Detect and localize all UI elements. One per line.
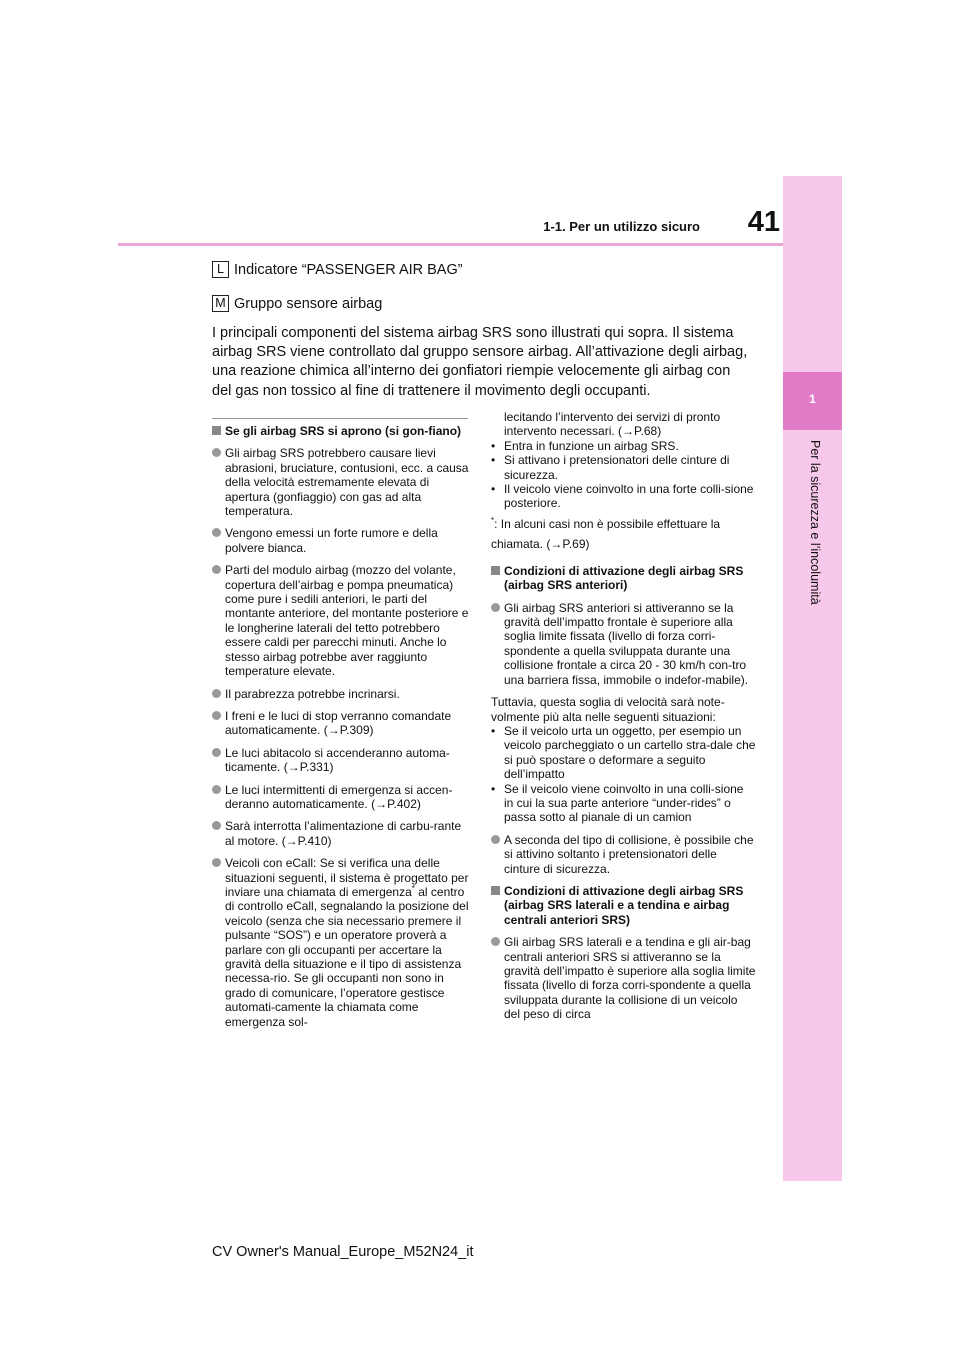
square-bullet-icon bbox=[491, 884, 504, 927]
circle-bullet-icon bbox=[491, 833, 504, 876]
circle-bullet-icon bbox=[491, 601, 504, 687]
list-item: Gli airbag SRS potrebbero causare lievi abrasioni, bruciature, contusioni, ecc. a causa della velocità estremamente elevata di apertura (gonfiaggio) con gas ad alta temperatura. bbox=[212, 446, 470, 518]
list-item: • Entra in funzione un airbag SRS. bbox=[491, 438, 679, 453]
circle-bullet-icon bbox=[212, 709, 225, 738]
list-item: A seconda del tipo di collisione, è possibile che si attivino soltanto i pretensionatori delle cinture di sicurezza. bbox=[491, 833, 756, 876]
legend-text: Gruppo sensore airbag bbox=[234, 295, 383, 312]
list-item: Gli airbag SRS laterali e a tendina e gli air-bag centrali anteriori SRS si attiveranno se la gravità dell’impatto è superiore alla soglia limite fissata (livello di forza corri-spondente a quella sviluppata durante la collisione di un veicolo del peso di circa bbox=[491, 935, 756, 1021]
right-column bbox=[491, 410, 756, 1030]
list-item: I freni e le luci di stop verranno comandate automaticamente. (→P.309) bbox=[212, 709, 470, 738]
list-item: • Se il veicolo urta un oggetto, per esempio un veicolo parcheggiato o un cartello stra-dale che si può spostare o deformare a seguito dell’impatto bbox=[491, 723, 756, 782]
list-item: Gli airbag SRS anteriori si attiveranno se la gravità dell’impatto frontale è superiore alla soglia limite fissata (livello di forza corri-spondente a quella sviluppata durante una collisione frontale a circa 20 - 30 km/h con-tro una barriera fissa, immobile o indefor-mabile). bbox=[491, 601, 756, 687]
list-item: • Se il veicolo viene coinvolto in una colli-sione in cui la sua parte anteriore “under-rides” o passa sotto al pianale di un camion bbox=[491, 781, 744, 825]
circle-bullet-icon bbox=[212, 446, 225, 518]
circle-bullet-icon bbox=[212, 526, 225, 555]
circle-bullet-icon bbox=[212, 563, 225, 678]
circle-bullet-icon bbox=[491, 935, 504, 1021]
intro-paragraph: I principali componenti del sistema airbag SRS sono illustrati qui sopra. Il sistema airbag SRS viene controllato dal gruppo sensore airbag. All’attivazione degli airbag, una reazione chimica all’interno dei gonfiatori riempie velocemente gli airbag con del gas non tossico al fine di trattenere il movimento degli occupanti. bbox=[212, 325, 748, 399]
chapter-side-tab bbox=[783, 176, 842, 1181]
list-item: • Si attivano i pretensionatori delle cinture di sicurezza. bbox=[491, 453, 730, 482]
column-divider-rule bbox=[212, 418, 468, 419]
list-item: Sarà interrotta l’alimentazione di carbu-rante al motore. (→P.410) bbox=[212, 819, 470, 848]
legend-letter-box: L bbox=[212, 261, 229, 278]
left-column bbox=[212, 424, 470, 1037]
circle-bullet-icon bbox=[212, 856, 225, 1029]
circle-bullet-icon bbox=[212, 819, 225, 848]
circle-bullet-icon bbox=[212, 687, 225, 701]
paragraph: Tuttavia, questa soglia di velocità sarà note-volmente più alta nelle seguenti situazioni: bbox=[491, 695, 725, 724]
footnote: *: In alcuni casi non è possibile effettuare la chiamata. (→P.69) bbox=[491, 515, 721, 551]
chapter-label: Per la sicurezza e l’incolumità bbox=[808, 440, 822, 605]
list-item: • Il veicolo viene coinvolto in una forte colli-sione posteriore. bbox=[491, 482, 754, 511]
circle-bullet-icon bbox=[212, 783, 225, 812]
list-item: Il parabrezza potrebbe incrinarsi. bbox=[212, 687, 470, 701]
header-rule bbox=[118, 243, 783, 246]
footnote-marker: * bbox=[411, 883, 415, 893]
section-heading: Condizioni di attivazione degli airbag SRS (airbag SRS laterali e a tendina e airbag centrali anteriori SRS) bbox=[491, 884, 756, 927]
list-item-ecall: Veicoli con eCall: Se si verifica una delle situazioni seguenti, il sistema è progettato per inviare una chiamata di emergenza* al centro di controllo eCall, segnalando la posizione del veicolo (senza che sia necessario premere il pulsante “SOS”) e un operatore proverà a parlare con gli occupanti per accertare la gravità della situazione e il tipo di assistenza necessa-rio. Se gli occupanti non sono in grado di comunicare, l’operatore gestisce automati-camente la chiamata come emergenza sol- bbox=[212, 856, 470, 1029]
page-number: 41 bbox=[747, 206, 780, 238]
section-heading: Condizioni di attivazione degli airbag SRS (airbag SRS anteriori) bbox=[491, 564, 756, 593]
list-item: Vengono emessi un forte rumore e della polvere bianca. bbox=[212, 526, 470, 555]
list-item: Parti del modulo airbag (mozzo del volante, copertura dell’airbag e pompa pneumatica) come pure i sedili anteriori, le parti del montante anteriore, del montante posteriore e le longherine laterali del tetto potrebbero essere caldi per parecchi minuti. Anche lo stesso airbag potrebbe aver raggiunto temperature elevate. bbox=[212, 563, 470, 678]
list-item: Le luci abitacolo si accenderanno automa-ticamente. (→P.331) bbox=[212, 746, 470, 775]
continued-text: lecitando l’intervento dei servizi di pronto intervento necessari. (→P.68) bbox=[504, 410, 721, 439]
legend-item-l bbox=[212, 261, 463, 278]
section-heading: Se gli airbag SRS si aprono (si gon-fiano) bbox=[212, 424, 470, 438]
chapter-number: 1 bbox=[809, 392, 816, 406]
legend-item-m bbox=[212, 295, 382, 312]
legend-text: Indicatore “PASSENGER AIR BAG” bbox=[234, 261, 463, 278]
legend-letter-box: M bbox=[212, 295, 229, 312]
footer-manual-id: CV Owner's Manual_Europe_M52N24_it bbox=[212, 1244, 474, 1260]
square-bullet-icon bbox=[491, 564, 504, 593]
section-title: 1-1. Per un utilizzo sicuro bbox=[543, 219, 700, 234]
square-bullet-icon bbox=[212, 424, 225, 438]
list-item: Le luci intermittenti di emergenza si accen-deranno automaticamente. (→P.402) bbox=[212, 783, 470, 812]
circle-bullet-icon bbox=[212, 746, 225, 775]
